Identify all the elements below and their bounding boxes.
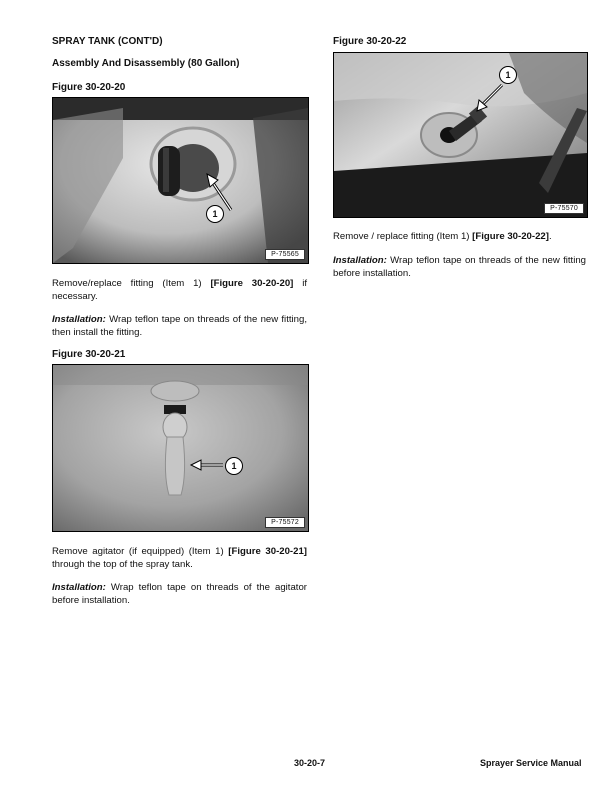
callout-1: 1 [225,457,243,475]
paragraph-remove-agitator [52,545,307,571]
figure-title-30-20-21: Figure 30-20-21 [52,349,126,360]
callout-1: 1 [499,66,517,84]
figure-title-30-20-22: Figure 30-20-22 [333,36,407,47]
subsection-header: Assembly And Disassembly (80 Gallon) [52,58,240,69]
callout-1: 1 [206,205,224,223]
installation-label: Installation: [52,582,106,593]
paragraph-text: Wrap teflon tape on threads of the new fitting before installation. [333,255,586,279]
photo-code: P-75565 [265,249,305,260]
paragraph-remove-fitting-20 [52,277,307,303]
installation-label: Installation: [52,314,106,325]
paragraph-text: Remove agitator (if equipped) (Item 1) [52,546,229,557]
figure-30-20-22-photo [333,52,588,218]
paragraph-text: Wrap teflon tape on threads of the agitator before installation. [52,582,307,606]
paragraph-text-tail: if necessary. [52,278,307,302]
photo-code: P-75572 [265,517,305,528]
paragraph-installation-21 [52,581,307,607]
paragraph-remove-fitting-22 [333,230,586,243]
paragraph-text-tail: through the top of the spray tank. [52,559,193,570]
paragraph-text-tail: . [548,231,552,242]
paragraph-text: Wrap teflon tape on threads of the new fitting, then install the fitting. [52,314,307,338]
installation-label: Installation: [333,255,387,266]
manual-title: Sprayer Service Manual [480,758,582,768]
figure-reference: [Figure 30-20-22] [472,231,549,242]
figure-30-20-20-photo [52,97,309,264]
figure-reference: [Figure 30-20-21] [228,546,307,557]
figure-title-30-20-20: Figure 30-20-20 [52,82,126,93]
paragraph-text: Remove / replace fitting (Item 1) [333,231,473,242]
paragraph-installation-20 [52,313,307,339]
paragraph-installation-22 [333,254,586,280]
figure-reference: [Figure 30-20-20] [210,278,294,289]
paragraph-text: Remove/replace fitting (Item 1) [52,278,211,289]
page-number: 30-20-7 [294,758,326,768]
figure-30-20-21-photo [52,364,309,532]
section-header: SPRAY TANK (CONT'D) [52,36,163,47]
photo-code: P-75570 [544,203,584,214]
